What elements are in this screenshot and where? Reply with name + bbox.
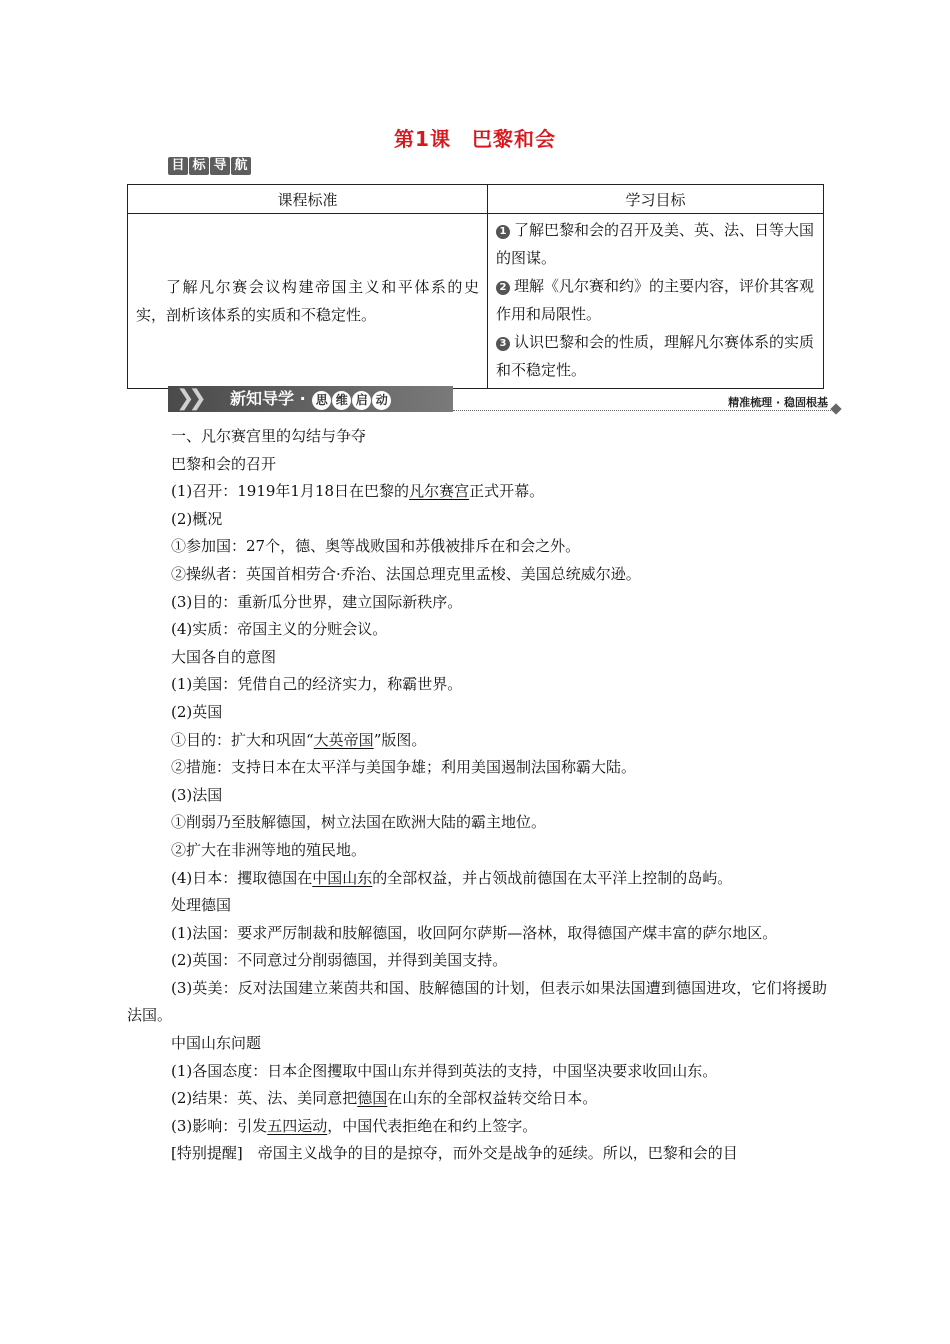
page-title: 第1课 巴黎和会 bbox=[394, 127, 556, 151]
body-line bbox=[127, 892, 827, 920]
body-line bbox=[127, 699, 827, 727]
line-text: 大国各自的意图 bbox=[171, 647, 277, 666]
banner-char: 维 bbox=[332, 391, 351, 410]
line-text: (1)各国态度：日本企图攫取中国山东并得到英法的支持，中国坚决要求收回山东。 bbox=[171, 1061, 718, 1080]
line-text: ”版图。 bbox=[373, 730, 427, 749]
line-text: ①削弱乃至肢解德国，树立法国在欧洲大陆的霸主地位。 bbox=[171, 813, 547, 832]
objective-item bbox=[496, 328, 817, 384]
objective-text: 了解巴黎和会的召开及美、英、法、日等大国的图谋。 bbox=[496, 221, 815, 267]
banner-subtitle: 精准梳理 · 稳固根基 bbox=[728, 396, 828, 409]
line-text: (1)法国：要求严厉制裁和肢解德国，收回阿尔萨斯—洛林，取得德国产煤丰富的萨尔地区。 bbox=[171, 923, 778, 942]
number-1-icon: 1 bbox=[496, 225, 510, 239]
objective-item bbox=[496, 272, 817, 328]
badge-char: 目 bbox=[168, 157, 188, 175]
badge-char: 标 bbox=[189, 157, 209, 175]
lesson-body bbox=[127, 423, 827, 1168]
body-line bbox=[127, 782, 827, 810]
header-curriculum-standard: 课程标准 bbox=[128, 185, 488, 214]
banner-char: 思 bbox=[312, 391, 331, 410]
line-text: (4)日本：攫取德国在 bbox=[171, 868, 313, 887]
line-text: ①参加国：27个，德、奥等战败国和苏俄被排斥在和会之外。 bbox=[171, 537, 581, 556]
body-line bbox=[127, 1113, 827, 1141]
line-text: (4)实质：帝国主义的分赃会议。 bbox=[171, 620, 388, 639]
header-learning-objectives: 学习目标 bbox=[488, 185, 824, 214]
line-text: (2)结果：英、法、美同意把 bbox=[171, 1089, 358, 1108]
objective-text: 理解《凡尔赛和约》的主要内容，评价其客观作用和局限性。 bbox=[496, 277, 815, 323]
body-line bbox=[127, 478, 827, 506]
body-line bbox=[127, 1030, 827, 1058]
body-line bbox=[127, 616, 827, 644]
body-line bbox=[127, 754, 827, 782]
underlined-keyword: 凡尔赛宫 bbox=[409, 482, 470, 501]
line-text: (2)概况 bbox=[171, 509, 223, 528]
body-line bbox=[127, 506, 827, 534]
goals-table bbox=[127, 184, 824, 389]
line-text: ，中国代表拒绝在和约上签字。 bbox=[327, 1116, 538, 1135]
curriculum-standard-cell bbox=[128, 214, 488, 389]
curriculum-standard-text: 了解凡尔赛会议构建帝国主义和平体系的史实，剖析该体系的实质和不稳定性。 bbox=[136, 278, 479, 324]
banner-divider bbox=[453, 410, 833, 411]
body-line bbox=[127, 865, 827, 893]
banner-char: 动 bbox=[372, 391, 391, 410]
line-text: (3)法国 bbox=[171, 785, 223, 804]
line-text: 巴黎和会的召开 bbox=[171, 454, 277, 473]
line-text: (3)目的：重新瓜分世界，建立国际新秩序。 bbox=[171, 592, 463, 611]
line-text: (1)召开：1919年1月18日在巴黎的 bbox=[171, 482, 410, 501]
body-line bbox=[127, 451, 827, 479]
body-line bbox=[127, 423, 827, 451]
line-text: 中国山东问题 bbox=[171, 1034, 262, 1053]
line-text: ①目的：扩大和巩固“ bbox=[171, 730, 314, 749]
body-line bbox=[127, 561, 827, 589]
body-line bbox=[127, 589, 827, 617]
body-line bbox=[127, 809, 827, 837]
double-chevron-icon: ❯❯ bbox=[176, 386, 201, 411]
underlined-keyword: 大英帝国 bbox=[313, 730, 374, 749]
line-text: (2)英国 bbox=[171, 702, 223, 721]
body-line bbox=[127, 1085, 827, 1113]
line-text: (1)美国：凭借自己的经济实力，称霸世界。 bbox=[171, 675, 463, 694]
diamond-icon bbox=[830, 403, 841, 414]
line-text: (3)英美：反对法国建立莱茵共和国、肢解德国的计划，但表示如果法国遭到德国进攻，它们将援助法国。 bbox=[127, 978, 827, 1025]
number-2-icon: 2 bbox=[496, 281, 510, 295]
line-text: (2)英国：不同意过分削弱德国，并得到美国支持。 bbox=[171, 951, 508, 970]
body-line bbox=[127, 533, 827, 561]
body-line bbox=[127, 920, 827, 948]
banner-main-text: 新知导学 · bbox=[230, 389, 312, 408]
underlined-keyword: 中国山东 bbox=[312, 868, 373, 887]
body-line bbox=[127, 975, 827, 1030]
line-text: (3)影响：引发 bbox=[171, 1116, 268, 1135]
line-text: 的全部权益，并占领战前德国在太平洋上控制的岛屿。 bbox=[372, 868, 733, 887]
line-text: 处理德国 bbox=[171, 896, 232, 915]
number-3-icon: 3 bbox=[496, 337, 510, 351]
goal-nav-badge bbox=[168, 157, 251, 175]
badge-char: 航 bbox=[231, 157, 251, 175]
line-text: ②措施：支持日本在太平洋与美国争雄；利用美国遏制法国称霸大陆。 bbox=[171, 758, 637, 777]
banner-title bbox=[230, 386, 391, 412]
line-text: ②操纵者：英国首相劳合·乔治、法国总理克里孟梭、美国总统威尔逊。 bbox=[171, 564, 641, 583]
body-line bbox=[127, 644, 827, 672]
body-line bbox=[127, 671, 827, 699]
objective-item bbox=[496, 216, 817, 272]
underlined-keyword: 德国 bbox=[357, 1089, 388, 1108]
learning-objectives-cell bbox=[488, 214, 824, 389]
line-text: 在山东的全部权益转交给日本。 bbox=[387, 1089, 598, 1108]
body-line bbox=[127, 727, 827, 755]
body-line bbox=[127, 1140, 827, 1168]
line-text: ②扩大在非洲等地的殖民地。 bbox=[171, 840, 367, 859]
line-text: 正式开幕。 bbox=[469, 482, 545, 501]
line-text: [特别提醒] 帝国主义战争的目的是掠夺，而外交是战争的延续。所以，巴黎和会的目 bbox=[171, 1144, 738, 1163]
banner-char: 启 bbox=[352, 391, 371, 410]
line-text: 一、凡尔赛宫里的勾结与争夺 bbox=[171, 427, 367, 445]
body-line bbox=[127, 837, 827, 865]
underlined-keyword: 五四运动 bbox=[267, 1116, 328, 1135]
body-line bbox=[127, 1058, 827, 1086]
badge-char: 导 bbox=[210, 157, 230, 175]
section-banner bbox=[168, 386, 840, 414]
body-line bbox=[127, 947, 827, 975]
objective-text: 认识巴黎和会的性质，理解凡尔赛体系的实质和不稳定性。 bbox=[496, 333, 815, 379]
